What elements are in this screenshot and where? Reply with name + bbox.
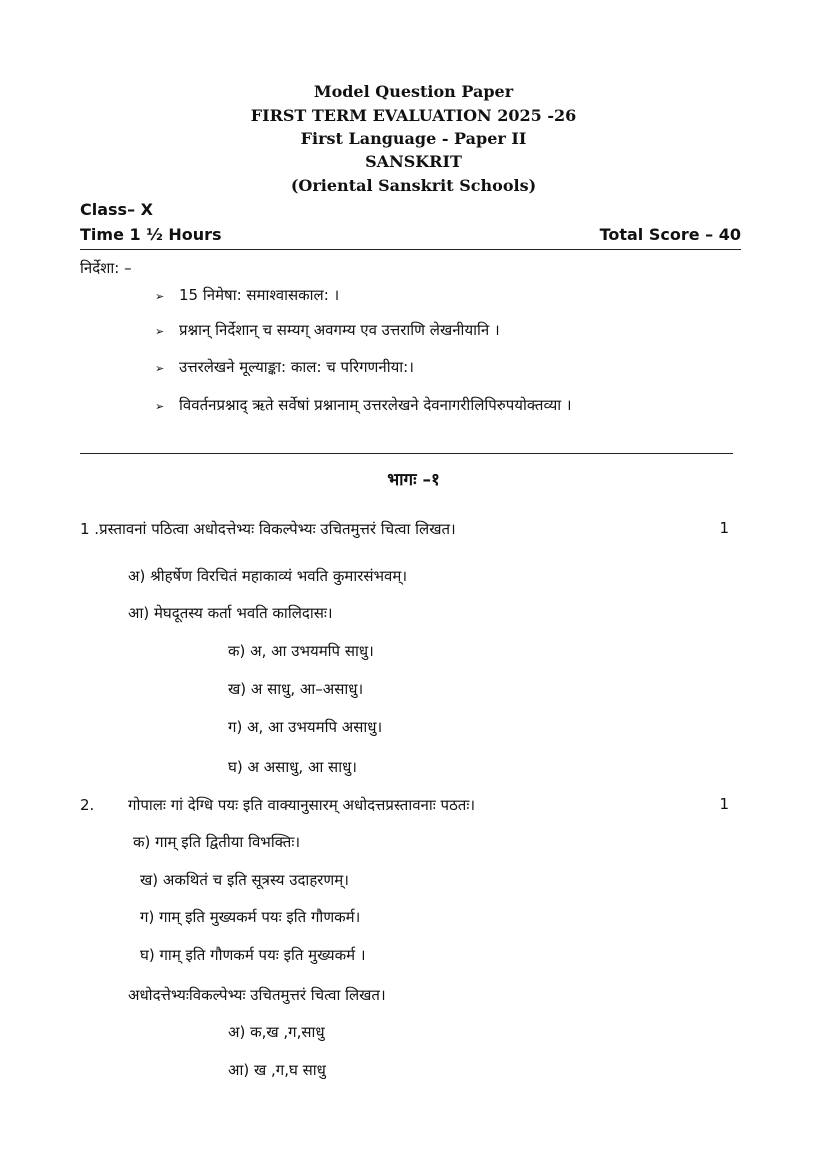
question-2-number: 2. xyxy=(80,796,95,814)
question-1-statement: अ) श्रीहर्षेण विरचितं महाकाव्यं भवति कुमारसंभवम्। xyxy=(128,567,408,585)
subject-name: SANSKRIT xyxy=(365,152,462,171)
header-divider xyxy=(80,249,741,250)
question-1-option: घ) अ असाधु, आ साधु। xyxy=(228,758,357,776)
instruction-item xyxy=(155,357,414,379)
instruction-item xyxy=(155,395,572,417)
question-1-statement: आ) मेघदूतस्य कर्ता भवति कालिदासः। xyxy=(128,604,333,622)
arrow-bullet-icon: ➢ xyxy=(155,325,165,338)
question-1-marks: 1 xyxy=(719,519,729,537)
instruction-text: प्रश्नान् निर्देशान् च सम्यग् अवगम्य एव उत्तराणि लेखनीयानि । xyxy=(179,321,500,339)
question-1-text: 1 .प्रस्तावनां पठित्वा अधोदत्तेभ्यः विकल्पेभ्यः उचितमुत्तरं चित्वा लिखत। xyxy=(80,520,456,538)
instruction-text: 15 निमेषा: समाश्वासकाल: । xyxy=(179,286,340,304)
question-2-statement: ख) अकथितं च इति सूत्रस्य उदाहरणम्। xyxy=(140,871,349,889)
instructions-heading: निर्देशा: – xyxy=(80,259,132,277)
question-2-option: आ) ख ,ग,घ साधु xyxy=(228,1061,326,1079)
school-type: (Oriental Sanskrit Schools) xyxy=(290,176,537,195)
exam-name: FIRST TERM EVALUATION 2025 -26 xyxy=(250,106,577,125)
question-2-marks: 1 xyxy=(719,795,729,813)
paper-title: Model Question Paper xyxy=(313,82,514,101)
instruction-item xyxy=(155,320,500,342)
total-score-label: Total Score – 40 xyxy=(599,225,741,244)
instruction-item xyxy=(155,285,339,307)
question-2-statement: ग) गाम् इति मुख्यकर्म पयः इति गौणकर्म। xyxy=(140,908,361,926)
arrow-bullet-icon: ➢ xyxy=(155,290,165,303)
question-2-statement: क) गाम् इति द्वितीया विभक्तिः। xyxy=(133,833,301,851)
question-2-option: अ) क,ख ,ग,साधु xyxy=(228,1023,325,1041)
question-2-text: गोपालः गां देग्धि पयः इति वाक्यानुसारम् अधोदत्तप्रस्तावनाः पठतः। xyxy=(128,796,476,814)
arrow-bullet-icon: ➢ xyxy=(155,400,165,413)
time-label: Time 1 ½ Hours xyxy=(80,225,222,244)
class-label: Class– X xyxy=(80,200,153,219)
question-1-option: क) अ, आ उभयमपि साधु। xyxy=(228,642,374,660)
question-2-statement: घ) गाम् इति गौणकर्म पयः इति मुख्यकर्म । xyxy=(140,946,366,964)
instruction-text: उत्तरलेखने मूल्याङ्का: काल: च परिगणनीया:। xyxy=(179,358,414,376)
question-1-option: ग) अ, आ उभयमपि असाधु। xyxy=(228,718,383,736)
section-divider xyxy=(80,453,733,454)
instruction-text: विवर्तनप्रश्नाद् ऋते सर्वेषां प्रश्नानाम् उत्तरलेखने देवनागरीलिपिरुपयोक्तव्या । xyxy=(179,396,572,414)
question-1-option: ख) अ साधु, आ–असाधु। xyxy=(228,680,364,698)
question-2-instruction: अधोदत्तेभ्यःविकल्पेभ्यः उचितमुत्तरं चित्वा लिखत। xyxy=(128,986,386,1004)
arrow-bullet-icon: ➢ xyxy=(155,362,165,375)
part-heading: भागः –१ xyxy=(387,470,440,490)
paper-name: First Language - Paper II xyxy=(300,129,527,148)
